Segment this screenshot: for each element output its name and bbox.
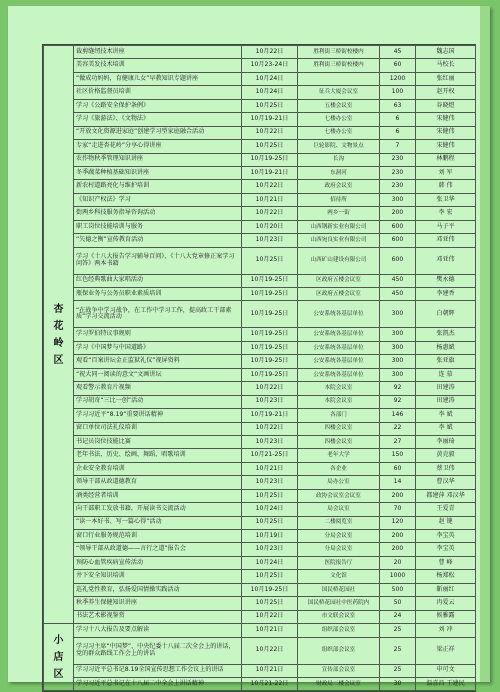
activity-name: 职工岗位技能培训与服务 <box>74 220 242 233</box>
activity-date: 10月21日 <box>242 193 298 206</box>
contact-person: 林鹏程 <box>416 153 476 166</box>
activity-place: 局办公室 <box>298 476 380 489</box>
activity-place: 各企业 <box>298 462 380 475</box>
activity-place: 市文联会议室 <box>298 610 380 623</box>
table-row <box>44 409 476 422</box>
contact-person: 李建香 <box>416 288 476 301</box>
activity-name: 学习《旅游法》、《文物法》 <box>74 113 242 126</box>
contact-person: 马子平 <box>416 220 476 233</box>
activity-place: 山西宛良实业有限公司 <box>298 234 380 247</box>
table-row <box>44 583 476 596</box>
activity-date: 10月24日 <box>242 556 298 569</box>
activity-date: 10月22日 <box>242 46 298 59</box>
participant-count: 500 <box>380 583 416 596</box>
table-row <box>44 462 476 475</box>
activity-name: 街两乡科技服务指导咨询活动 <box>74 207 242 220</box>
activity-name: 学习《中国梦与中国道路》 <box>74 341 242 354</box>
document-page <box>8 6 490 687</box>
activity-name: 老年书法、历史、绘画、舞蹈、唱歌培训 <box>74 449 242 462</box>
activity-date: 10月21日 <box>242 624 298 637</box>
activity-name: “做成功妈妈，育健康儿女”早教知识专题讲座 <box>74 72 242 85</box>
activity-name: 井下安全知识培训 <box>74 570 242 583</box>
participant-count: 30 <box>380 677 416 690</box>
activity-name: 企业安全教育培训 <box>74 462 242 475</box>
participant-count: 24 <box>380 610 416 623</box>
contact-person: 李 宏 <box>416 207 476 220</box>
table-row <box>44 288 476 301</box>
activity-place: 文化馆 <box>298 570 380 583</box>
table-row <box>44 543 476 556</box>
table-row <box>44 341 476 354</box>
participant-count: 27 <box>380 435 416 448</box>
table-row <box>44 556 476 569</box>
participant-count: 100 <box>380 86 416 99</box>
contact-person: 宋健伟 <box>416 140 476 153</box>
participant-count: 450 <box>380 288 416 301</box>
table-row <box>44 72 476 85</box>
activity-date: 10月22日 <box>242 610 298 623</box>
activity-date: 10月23日 <box>242 395 298 408</box>
activity-place: 公安系统各基层单位 <box>298 341 380 354</box>
activity-place: 七楼办公室 <box>298 113 380 126</box>
contact-person: 李 斌 <box>416 422 476 435</box>
district-name <box>44 46 74 624</box>
activity-date: 10月22日 <box>242 637 298 664</box>
participant-count: 600 <box>380 220 416 233</box>
participant-count: 25 <box>380 664 416 677</box>
contact-person: 马校长 <box>416 59 476 72</box>
activity-name: 学习《公路安全保护条例》 <box>74 99 242 112</box>
contact-person: 李 斌 <box>416 409 476 422</box>
activity-place: 医院报告厅 <box>298 556 380 569</box>
contact-person: 杨惠斌 <box>416 341 476 354</box>
participant-count: 7 <box>380 140 416 153</box>
activity-date: 10月22日 <box>242 180 298 193</box>
activity-place: 四楼会议室 <box>298 422 380 435</box>
activity-date: 10月19-25日 <box>242 341 298 354</box>
activity-date: 10月19-25日 <box>242 288 298 301</box>
participant-count: 70 <box>380 503 416 516</box>
activity-place: 分局会议室 <box>298 543 380 556</box>
table-row <box>44 530 476 543</box>
participant-count: 200 <box>380 530 416 543</box>
activity-table <box>43 45 476 691</box>
activity-place: 巨轮影院、文物景点 <box>298 140 380 153</box>
activity-date: 10月19-21日 <box>242 409 298 422</box>
activity-date: 10月19-21日 <box>242 113 298 126</box>
participant-count: 6 <box>380 126 416 139</box>
contact-person: 冉爱云 <box>416 597 476 610</box>
contact-person: 梁正祥 <box>416 637 476 664</box>
contact-person: 李宝英 <box>416 530 476 543</box>
activity-date: 10月19-25日 <box>242 301 298 328</box>
participant-count: 146 <box>380 409 416 422</box>
table-row <box>44 46 476 59</box>
contact-person: 李丽琦 <box>416 435 476 448</box>
activity-place: 公安系统各基层单位 <box>298 355 380 368</box>
activity-place: 两乡一街 <box>298 207 380 220</box>
activity-name: 新农村道路亮化与维护培训 <box>74 180 242 193</box>
activity-name: 瓶保业务与公务员职业素质培训 <box>74 288 242 301</box>
activity-date: 10月19-25日 <box>242 328 298 341</box>
activity-place: 组织部会议室 <box>298 624 380 637</box>
activity-date: 10月24日 <box>242 86 298 99</box>
participant-count: 1000 <box>380 570 416 583</box>
activity-date: 10月22日 <box>242 207 298 220</box>
activity-name: 窗口行业服务规范培训 <box>74 530 242 543</box>
activity-place: 国民桥花园社 <box>298 583 380 596</box>
contact-person: 赵开权 <box>416 86 476 99</box>
activity-date: 10月21日 <box>242 462 298 475</box>
activity-place: 胜利街三桥街校楼内 <box>298 59 380 72</box>
activity-date: 10月23日 <box>242 435 298 448</box>
activity-name: 学习罗伯特议事规则 <box>74 328 242 341</box>
table-row <box>44 382 476 395</box>
activity-place: 国民桥花园社中医药院内 <box>298 597 380 610</box>
district-name-char: 杏 <box>53 303 64 315</box>
activity-name: “在战争中学习战争，在工作中学习工作，提高政工干部素质”学习交流活动 <box>74 301 242 328</box>
contact-person: 申可文 <box>416 664 476 677</box>
activity-name: 《知识产权法》学习 <box>74 193 242 206</box>
participant-count: 6 <box>380 113 416 126</box>
district-name-char: 区 <box>53 354 64 366</box>
participant-count: 300 <box>380 368 416 381</box>
table-row <box>44 301 476 328</box>
activity-table-frame <box>42 44 476 692</box>
table-row <box>44 274 476 287</box>
activity-name: “开放文化资源进家庭”创建学习型家庭融合活动 <box>74 126 242 139</box>
table-row <box>44 516 476 529</box>
activity-place: 东洞河 <box>298 166 380 179</box>
table-row <box>44 597 476 610</box>
activity-name: 学习习近平总书记8.19全国宣传思想工作会议上的讲话 <box>74 664 242 677</box>
district-name-char: 小 <box>53 634 64 646</box>
table-row <box>44 99 476 112</box>
contact-person: 韩 伟 <box>416 180 476 193</box>
activity-date: 10月25日 <box>242 247 298 274</box>
table-row <box>44 449 476 462</box>
participant-count: 600 <box>380 234 416 247</box>
activity-name: 学习习主席“中国梦”、中央纪委十八届二次全会上的讲话，党的群众路线工作会上的讲话 <box>74 637 242 664</box>
activity-date: 10月22日 <box>242 422 298 435</box>
participant-count: 200 <box>380 543 416 556</box>
contact-person: 蔡卫伟 <box>416 462 476 475</box>
activity-place: 公安系统各基层单位 <box>298 368 380 381</box>
participant-count: 92 <box>380 382 416 395</box>
participant-count: 22 <box>380 422 416 435</box>
contact-person: 李宝英 <box>416 543 476 556</box>
participant-count: 25 <box>380 637 416 664</box>
activity-name: “祝大同一阅读的意文”文画讲坛 <box>74 368 242 381</box>
activity-place: 五楼会议室 <box>298 99 380 112</box>
table-row <box>44 395 476 408</box>
activity-date: 10月24日 <box>242 72 298 85</box>
participant-count: 1200 <box>380 72 416 85</box>
activity-place: 区政府五楼会议室 <box>298 288 380 301</box>
table-row <box>44 422 476 435</box>
activity-place: 本院会议室 <box>298 395 380 408</box>
activity-name: 冬季蔬菜种植基础知识讲座 <box>74 166 242 179</box>
activity-date: 10月19日 <box>242 530 298 543</box>
contact-person: 靳丽红 <box>416 583 476 596</box>
table-row <box>44 140 476 153</box>
participant-count: 300 <box>380 301 416 328</box>
participant-count: 45 <box>380 46 416 59</box>
activity-name: “领导干部从政道德——言行之道”报告会 <box>74 543 242 556</box>
table-row <box>44 126 476 139</box>
activity-place: 各部门 <box>298 409 380 422</box>
contact-person: 邓亚伟 <box>416 247 476 274</box>
activity-date: 10月21-22日 <box>242 677 298 690</box>
contact-person: 曹汉华 <box>416 476 476 489</box>
activity-place: 招待所 <box>298 193 380 206</box>
activity-name: “读一本好书、写一篇心得”活动 <box>74 516 242 529</box>
table-row <box>44 624 476 637</box>
activity-date: 10月21日 <box>242 664 298 677</box>
table-row <box>44 113 476 126</box>
contact-person: 宋健伟 <box>416 126 476 139</box>
table-row <box>44 570 476 583</box>
table-row <box>44 59 476 72</box>
activity-name: 观看警示教育片视频 <box>74 382 242 395</box>
activity-name: 观看“百案讲坛金正监狱礼仪”视屏资料 <box>74 355 242 368</box>
participant-count: 60 <box>380 462 416 475</box>
table-row <box>44 355 476 368</box>
activity-name: 学习胡奇“三比一创”活动 <box>74 395 242 408</box>
activity-place: 区政府五楼会议室 <box>298 274 380 287</box>
activity-place: 山西钢新实业有限公司 <box>298 220 380 233</box>
participant-count: 25 <box>380 624 416 637</box>
activity-date: 10月25日 <box>242 99 298 112</box>
activity-name: 学习习近平总书记在十八届二中全会上讲话精神 <box>74 677 242 690</box>
contact-person: 候雅露 <box>416 610 476 623</box>
activity-date: 10月25日 <box>242 140 298 153</box>
activity-place: 胜利街三桥街校楼内 <box>298 46 380 59</box>
table-row <box>44 368 476 381</box>
activity-date: 10月21-25日 <box>242 449 298 462</box>
table-row <box>44 637 476 664</box>
activity-name: 书法艺术影视鉴赏 <box>74 610 242 623</box>
activity-name: 裁剪缝纫技术讲座 <box>74 46 242 59</box>
activity-name: 专家“走进杏花岭”分享心得讲座 <box>74 140 242 153</box>
district-name-char: 花 <box>53 320 64 332</box>
contact-person: 赵 键 <box>416 516 476 529</box>
table-row <box>44 193 476 206</box>
activity-place: 分局会议室 <box>298 530 380 543</box>
activity-place: 公安系统各基层单位 <box>298 328 380 341</box>
table-row <box>44 234 476 247</box>
activity-name: 农作物秋季管理知识讲座 <box>74 153 242 166</box>
activity-table-body <box>44 46 476 691</box>
activity-place: 七楼办公室 <box>298 126 380 139</box>
table-row <box>44 207 476 220</box>
contact-person: 刘 冲 <box>416 624 476 637</box>
contact-person: 邓亚伟 <box>416 234 476 247</box>
activity-place: 组织部会议室 <box>298 637 380 664</box>
activity-place: 公安系统各基层单位 <box>298 301 380 328</box>
activity-date: 10月22日 <box>242 126 298 139</box>
participant-count: 600 <box>380 247 416 274</box>
participant-count: 300 <box>380 341 416 354</box>
table-row <box>44 610 476 623</box>
activity-name: 酒类经营者培训 <box>74 489 242 502</box>
contact-person: 杨郑松 <box>416 570 476 583</box>
participant-count: 150 <box>380 449 416 462</box>
contact-person: 曹 峰 <box>416 556 476 569</box>
activity-place: 山西矿山建设有限公司 <box>298 247 380 274</box>
activity-date: 10月19-25日 <box>242 583 298 596</box>
participant-count: 230 <box>380 153 416 166</box>
activity-place: 本院会议室 <box>298 382 380 395</box>
activity-place <box>298 72 380 85</box>
contact-person: 魏志国 <box>416 46 476 59</box>
activity-place: 政协会议室会议室 <box>298 489 380 502</box>
contact-person: 张卫华 <box>416 193 476 206</box>
table-row <box>44 180 476 193</box>
table-row <box>44 489 476 502</box>
activity-date: 10月23日 <box>242 234 298 247</box>
activity-name: 预防心血管疾病宣传活动 <box>74 556 242 569</box>
contact-person: 温喜昌 王建民 <box>416 677 476 690</box>
contact-person: 王爱青 <box>416 503 476 516</box>
activity-place: 局会议室 <box>298 503 380 516</box>
activity-name: 巡礼党性教育，弘扬爱国情操实践活动 <box>74 583 242 596</box>
table-row <box>44 153 476 166</box>
table-row <box>44 476 476 489</box>
participant-count: 200 <box>380 207 416 220</box>
activity-name: 红色经典歌曲大家唱活动 <box>74 274 242 287</box>
activity-date: 10月25日 <box>242 516 298 529</box>
contact-person: 田建涛 <box>416 382 476 395</box>
activity-name: 秋季养生保健知识讲座 <box>74 597 242 610</box>
activity-name: 向干部职工发放书籍，开展读书交流活动 <box>74 503 242 516</box>
participant-count: 60 <box>380 59 416 72</box>
activity-date: 10月19-21日 <box>242 166 298 179</box>
activity-date: 10月25日 <box>242 570 298 583</box>
activity-date: 10月19-25日 <box>242 153 298 166</box>
activity-date: 10月19-25日 <box>242 355 298 368</box>
activity-name: 学习习近平“8.19”重要讲话精神 <box>74 409 242 422</box>
contact-person: 张红丽 <box>416 72 476 85</box>
activity-name: 书记员岗位技能比赛 <box>74 435 242 448</box>
activity-date: 10月25日 <box>242 489 298 502</box>
activity-name: 社区价格监督员培训 <box>74 86 242 99</box>
page-edge <box>480 6 490 682</box>
participant-count: 300 <box>380 193 416 206</box>
table-row <box>44 435 476 448</box>
activity-place: 征兵大厦会议室 <box>298 86 380 99</box>
contact-person: 田建涛 <box>416 395 476 408</box>
participant-count: 120 <box>380 516 416 529</box>
activity-name: 学习十八大报告及要点解读 <box>74 624 242 637</box>
participant-count: 450 <box>380 274 416 287</box>
activity-place: 二楼阅览室 <box>298 516 380 529</box>
participant-count: 63 <box>380 99 416 112</box>
table-row <box>44 247 476 274</box>
activity-date: 10月23日 <box>242 543 298 556</box>
participant-count: 230 <box>380 180 416 193</box>
activity-place: 财政局二楼会议室 <box>298 677 380 690</box>
table-row <box>44 86 476 99</box>
district-name-char: 店 <box>53 651 64 663</box>
district-name-char: 区 <box>53 668 64 680</box>
contact-person: 樊永德 <box>416 274 476 287</box>
participant-count: 300 <box>380 355 416 368</box>
participant-count: 230 <box>380 166 416 179</box>
contact-person: 宋健伟 <box>416 113 476 126</box>
activity-name: 领导干部从政道德教育 <box>74 476 242 489</box>
contact-person: 张亚旗 <box>416 355 476 368</box>
district-name <box>44 624 74 691</box>
activity-name: “矢德之衡”宣传教育活动 <box>74 234 242 247</box>
contact-person: 谷晓煜 <box>416 99 476 112</box>
table-row <box>44 664 476 677</box>
activity-date: 10月23-24日 <box>242 59 298 72</box>
activity-date: 10月20日 <box>242 220 298 233</box>
participant-count: 92 <box>380 395 416 408</box>
contact-person: 张凯杰 <box>416 328 476 341</box>
activity-place: 长沟 <box>298 153 380 166</box>
table-row <box>44 677 476 690</box>
contact-person: 都建萍 邓汉华 <box>416 489 476 502</box>
activity-date: 10月24日 <box>242 503 298 516</box>
activity-date: 10月22日 <box>242 382 298 395</box>
activity-name: 窗口单位司法礼仪培训 <box>74 422 242 435</box>
contact-person: 白朝辉 <box>416 301 476 328</box>
district-name-char: 岭 <box>53 337 64 349</box>
activity-date: 10月19-25日 <box>242 274 298 287</box>
activity-date: 10月25日 <box>242 597 298 610</box>
activity-place: 老年大学 <box>298 449 380 462</box>
table-row <box>44 503 476 516</box>
activity-place: 政府会议室 <box>298 180 380 193</box>
table-row <box>44 166 476 179</box>
activity-place: 宣传部会议室 <box>298 664 380 677</box>
activity-date: 10月19-25日 <box>242 368 298 381</box>
activity-place: 四楼会议室 <box>298 435 380 448</box>
participant-count: 50 <box>380 597 416 610</box>
participant-count: 20 <box>380 556 416 569</box>
activity-name: 学习《十八大报告学习辅导百问》、《十八大党章修正案学习问答》两本书籍 <box>74 247 242 274</box>
activity-name: 美容美发技术培训 <box>74 59 242 72</box>
table-row <box>44 220 476 233</box>
contact-person: 黄克毅 <box>416 449 476 462</box>
activity-date: 10月23日 <box>242 476 298 489</box>
contact-person: 刘 军 <box>416 166 476 179</box>
participant-count: 14 <box>380 476 416 489</box>
contact-person: 连 慕 <box>416 368 476 381</box>
participant-count: 300 <box>380 328 416 341</box>
participant-count: 200 <box>380 489 416 502</box>
table-row <box>44 328 476 341</box>
